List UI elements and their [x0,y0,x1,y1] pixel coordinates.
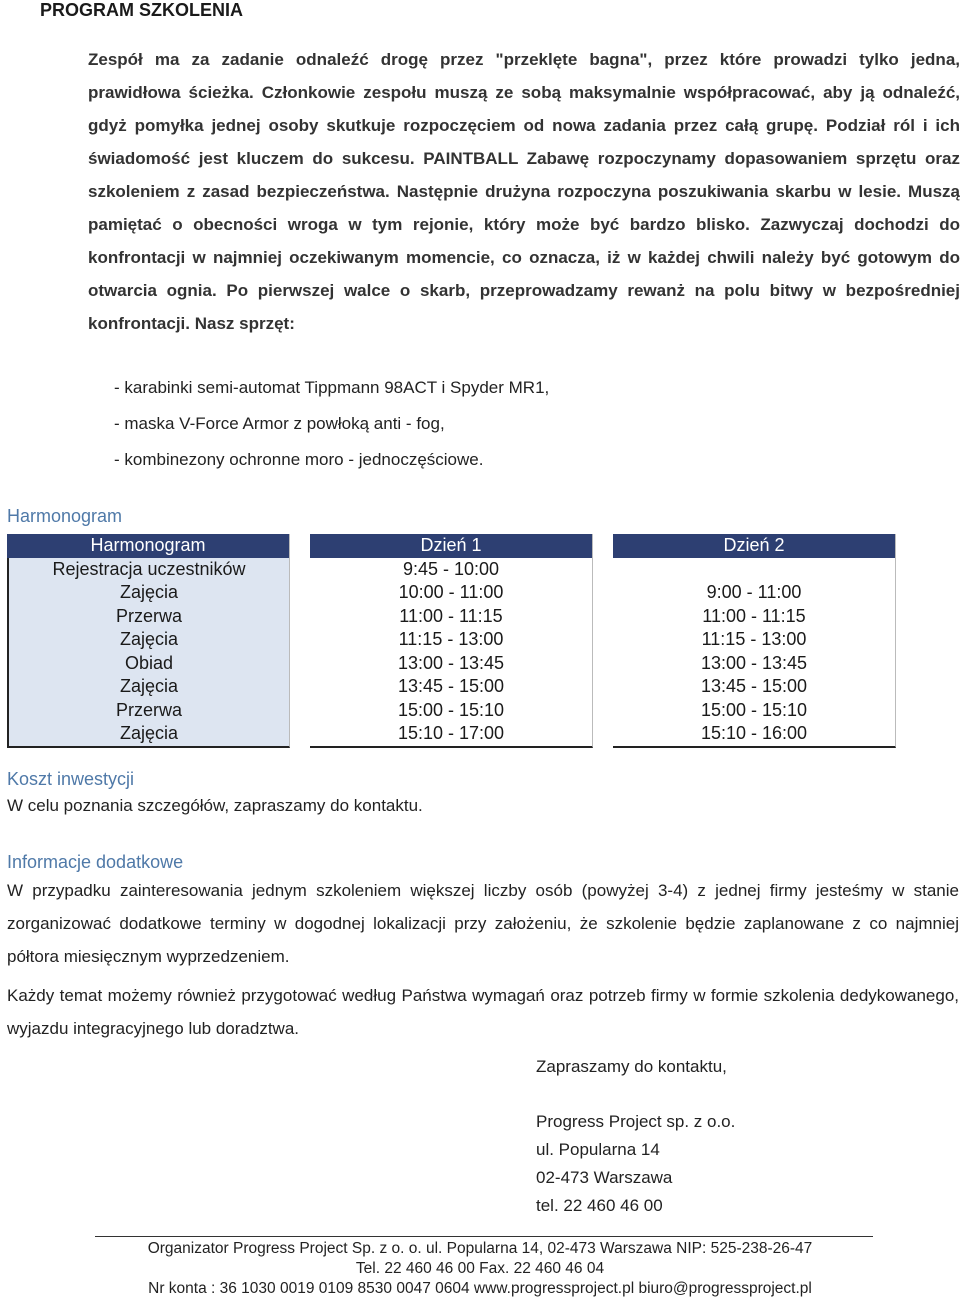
schedule-day1-column [310,534,593,748]
table-cell: 13:45 - 15:00 [613,675,895,699]
table-cell: 10:00 - 11:00 [310,581,592,605]
schedule-label-column [7,534,290,748]
table-cell: 15:00 - 15:10 [613,699,895,723]
table-cell [613,558,895,582]
footer-divider [95,1236,873,1237]
table-cell: 9:45 - 10:00 [310,558,592,582]
contact-street: ul. Popularna 14 [536,1140,660,1159]
contact-phone: tel. 22 460 46 00 [536,1196,663,1215]
table-header: Dzień 2 [613,534,895,558]
table-cell: 9:00 - 11:00 [613,581,895,605]
equipment-item: - karabinki semi-automat Tippmann 98ACT i Spyder MR1, [114,378,550,397]
table-cell: 11:15 - 13:00 [613,628,895,652]
table-cell: 15:00 - 15:10 [310,699,592,723]
schedule-day2-column [613,534,896,748]
table-row-label: Przerwa [7,605,289,629]
footer-line-3: Nr konta : 36 1030 0019 0109 8530 0047 0604 www.progressproject.pl biuro@progressproject.pl [148,1280,812,1297]
footer-line-2: Tel. 22 460 46 00 Fax. 22 460 46 04 [355,1260,605,1277]
info-heading: Informacje dodatkowe [7,852,184,872]
equipment-item: - kombinezony ochronne moro - jednoczęściowe. [114,450,484,469]
table-row-label: Obiad [7,652,289,676]
table-header: Harmonogram [7,534,289,558]
contact-city: 02-473 Warszawa [536,1168,673,1187]
equipment-item: - maska V-Force Armor z powłoką anti - fog, [114,414,445,433]
page-title: PROGRAM SZKOLENIA [40,0,244,20]
info-paragraph-2: Każdy temat możemy również przygotować według Państwa wymagań oraz potrzeb firmy w formie szkolenia dedykowanego, wyjazdu integracyjnego lub doradztwa. [7,986,959,1038]
schedule-heading: Harmonogram [7,506,123,526]
cost-heading: Koszt inwestycji [7,769,135,789]
closing-text: Zapraszamy do kontaktu, [536,1057,727,1076]
cost-text: W celu poznania szczegółów, zapraszamy do kontaktu. [7,796,423,815]
table-cell: 11:00 - 11:15 [310,605,592,629]
table-cell: 11:00 - 11:15 [613,605,895,629]
table-row-label: Zajęcia [7,722,289,746]
table-cell: 11:15 - 13:00 [310,628,592,652]
table-row-label: Zajęcia [7,581,289,605]
table-row-label: Zajęcia [7,628,289,652]
table-cell: 15:10 - 16:00 [613,722,895,746]
table-row-label: Przerwa [7,699,289,723]
info-paragraph-1: W przypadku zainteresowania jednym szkoleniem większej liczby osób (powyżej 3-4) z jednej firmy jesteśmy w stanie zorganizować dodatkowe terminy w dogodnej lokalizacji przy założeniu, że szkolenie będzie zaplanowane z co najmniej półtora miesięcznym wyprzedzeniem. [7,881,959,966]
table-cell: 13:00 - 13:45 [310,652,592,676]
table-cell: 15:10 - 17:00 [310,722,592,746]
table-header: Dzień 1 [310,534,592,558]
table-row-label: Zajęcia [7,675,289,699]
table-cell: 13:45 - 15:00 [310,675,592,699]
intro-paragraph: Zespół ma za zadanie odnaleźć drogę przez "przeklęte bagna", przez które prowadzi tylko jedna, prawidłowa ścieżka. Członkowie zespołu muszą ze sobą maksymalnie współpracować, aby ją odnaleźć, gdyż pomyłka jednej osoby skutkuje rozpoczęciem od nowa zadania przez całą grupę. Podział ról i ich świadomość jest kluczem do sukcesu. PAINTBALL Zabawę rozpoczynamy dopasowaniem sprzętu oraz szkoleniem z zasad bezpieczeństwa. Następnie drużyna rozpoczyna poszukiwania skarbu w lesie. Muszą pamiętać o obecności wroga w tym rejonie, który może być bardzo blisko. Zazwyczaj dochodzi do konfrontacji w najmniej oczekiwanym momencie, co oznacza, iż w każdej chwili należy być gotowym do otwarcia ognia. Po pierwszej walce o skarb, przeprowadzamy rewanż na polu bitwy w bezpośredniej konfrontacji. Nasz sprzęt: [88,50,960,333]
table-cell: 13:00 - 13:45 [613,652,895,676]
table-row-label: Rejestracja uczestników [7,558,289,582]
footer-line-1: Organizator Progress Project Sp. z o. o. ul. Popularna 14, 02-473 Warszawa NIP: 525-238-26-47 [147,1240,813,1257]
contact-company: Progress Project sp. z o.o. [536,1112,736,1131]
